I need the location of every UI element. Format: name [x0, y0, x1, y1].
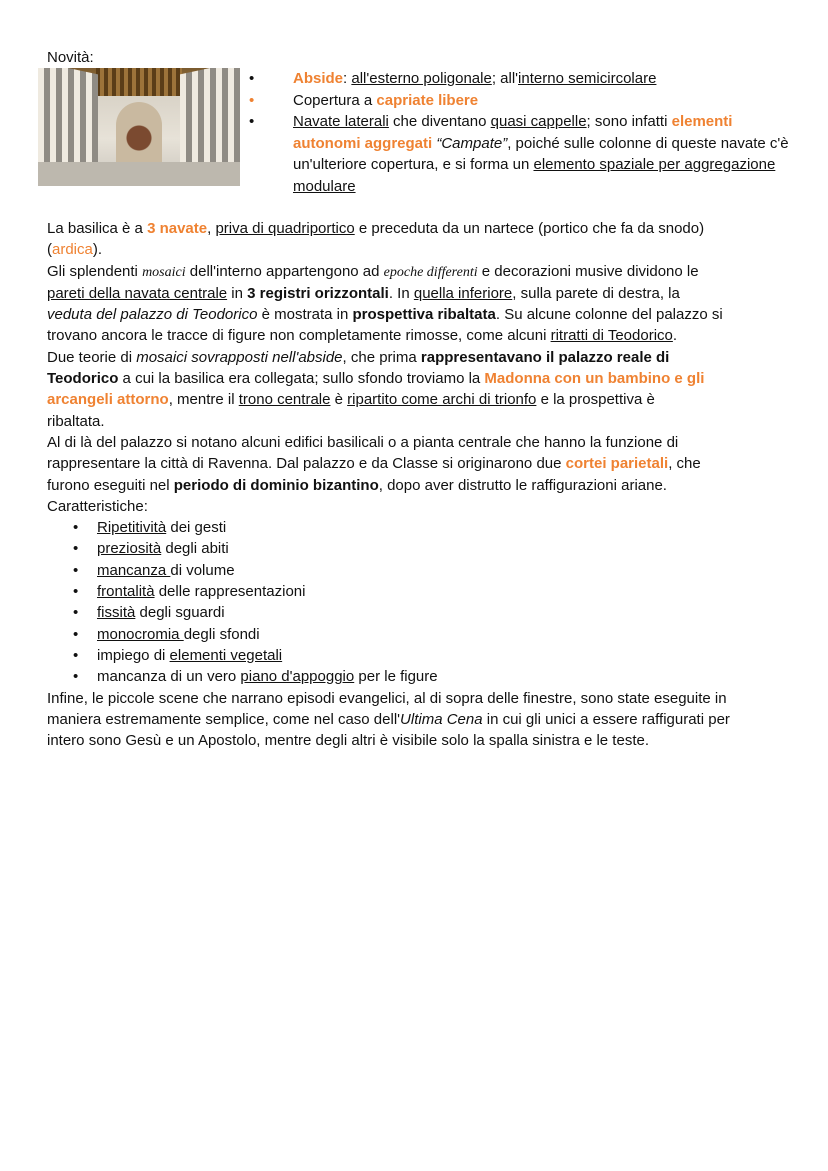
text-run: Al di là del palazzo si notano alcuni edifici basilicali o a pianta centrale che hanno la funzione di: [47, 433, 679, 451]
text-run: La basilica è a: [47, 220, 148, 237]
characteristic-item: [47, 517, 787, 538]
text-run: , che prima: [342, 348, 421, 366]
bullet-icon: •: [73, 646, 79, 664]
text-run: veduta del palazzo di Teodorico: [47, 306, 258, 324]
text-run: degli abiti: [161, 540, 229, 558]
characteristic-item: [47, 624, 787, 645]
text-run: (: [47, 241, 52, 259]
text-run: di volume: [170, 561, 235, 579]
text-run: ; sono infatti: [586, 113, 672, 130]
text-run: delle rappresentazioni: [154, 583, 306, 601]
highlighted-term: arcangeli attorno: [47, 391, 169, 409]
text-run: che diventano: [388, 113, 491, 130]
bullet-icon: •: [73, 583, 79, 601]
text-run: ,: [207, 220, 216, 237]
novita-item: [245, 68, 775, 90]
underlined-text: elemento spaziale per aggregazione: [533, 156, 776, 173]
text-run: .: [672, 327, 678, 345]
text-run: , mentre il: [168, 391, 239, 409]
text-run: epoche differenti: [383, 264, 478, 280]
bullet-icon: •: [73, 540, 79, 558]
text-run: in: [227, 284, 248, 302]
underlined-text: piano d'appoggio: [240, 668, 355, 686]
bullet-icon: •: [73, 519, 79, 537]
text-run: e preceduta da un nartece (portico che fa da snodo): [354, 220, 705, 237]
text-run: a cui la basilica era collegata; sullo sfondo troviamo la: [118, 370, 485, 388]
underlined-text: mancanza: [97, 561, 171, 579]
text-run: un'ulteriore copertura, e si forma un: [293, 156, 534, 173]
text-run: e decorazioni musive dividono le: [477, 262, 699, 280]
bullet-icon: •: [249, 91, 255, 109]
text-run: Copertura a: [293, 91, 377, 109]
bullet-icon: •: [73, 668, 79, 686]
text-run: degli sguardi: [135, 604, 225, 622]
bold-text: prospettiva ribaltata: [352, 306, 496, 324]
underlined-text: all'esterno poligonale: [351, 70, 492, 87]
highlighted-term: Madonna con un bambino e gli: [484, 370, 705, 388]
characteristic-item: [47, 666, 787, 687]
text-run: Infine, le piccole scene che narrano episodi evangelici, al di sopra delle finestre, sono state eseguite in: [47, 689, 727, 707]
underlined-text: quella inferiore: [413, 284, 513, 302]
text-run: è mostrata in: [257, 306, 353, 324]
underlined-text: elementi vegetali: [169, 646, 283, 664]
highlighted-term: capriate libere: [376, 91, 479, 109]
highlighted-term: ardica: [52, 241, 93, 259]
novita-item: [245, 90, 775, 112]
text-run: ).: [92, 241, 103, 259]
text-run: , sulla parete di destra, la: [512, 284, 680, 302]
underlined-text: frontalità: [97, 583, 155, 601]
text-run: . In: [388, 284, 414, 302]
bullet-icon: •: [73, 604, 79, 622]
highlighted-term: Abside: [293, 70, 344, 87]
text-run: degli sfondi: [183, 625, 260, 643]
text-run: , poiché sulle colonne di queste navate c'è: [507, 134, 789, 152]
text-run: . Su alcune colonne del palazzo si: [495, 306, 723, 324]
characteristic-item: [47, 538, 787, 559]
body-paragraph: [47, 218, 787, 517]
text-run: impiego di: [97, 646, 170, 664]
characteristic-item: [47, 560, 787, 581]
novita-list: [245, 68, 789, 197]
bullet-icon: •: [73, 561, 79, 579]
bold-text: periodo di dominio bizantino: [173, 476, 379, 494]
underlined-text: priva di quadriportico: [215, 220, 355, 237]
underlined-text: ripartito come archi di trionfo: [347, 391, 537, 409]
bullet-icon: •: [73, 625, 79, 643]
text-run: Gli splendenti: [47, 262, 143, 280]
text-run: Ultima Cena: [400, 710, 483, 728]
text-run: “Campate”: [436, 134, 508, 152]
text-run: , dopo aver distrutto le raffigurazioni ariane.: [378, 476, 667, 494]
bold-text: Teodorico: [47, 370, 119, 388]
document-body: [47, 218, 787, 751]
text-run: dell'interno appartengono ad: [185, 262, 384, 280]
novita-item: [245, 111, 789, 197]
underlined-text: pareti della navata centrale: [47, 284, 228, 302]
highlighted-term: elementi: [671, 113, 733, 130]
text-run: trovano ancora le tracce di figure non completamente rimosse, come alcuni: [47, 327, 551, 345]
highlighted-term: autonomi aggregati: [293, 134, 433, 152]
underlined-text: quasi cappelle: [490, 113, 587, 130]
text-run: furono eseguiti nel: [47, 476, 174, 494]
text-run: ; all': [491, 70, 519, 87]
highlighted-term: cortei parietali: [565, 455, 669, 473]
underlined-text: fissità: [97, 604, 136, 622]
underlined-text: Ripetitività: [97, 519, 167, 537]
text-run: intero sono Gesù e un Apostolo, mentre degli altri è visibile solo la spalla sinistra e le teste.: [47, 732, 649, 750]
text-run: e la prospettiva è: [536, 391, 655, 409]
bullet-icon: •: [249, 113, 255, 130]
underlined-text: Navate laterali: [293, 113, 389, 130]
text-run: maniera estremamente semplice, come nel caso dell': [47, 710, 401, 728]
closing-paragraph: [47, 688, 787, 752]
bullet-icon: •: [249, 70, 255, 87]
underlined-text: ritratti di Teodorico: [550, 327, 673, 345]
underlined-text: monocromia: [97, 625, 184, 643]
basilica-interior-photo: [38, 68, 240, 186]
text-run: rappresentare la città di Ravenna. Dal palazzo e da Classe si originarono due: [47, 455, 566, 473]
text-run: mosaici sovrapposti nell'abside: [136, 348, 343, 366]
bold-text: 3 registri orizzontali: [247, 284, 389, 302]
underlined-text: interno semicircolare: [518, 70, 657, 87]
text-run: , che: [668, 455, 701, 473]
text-run: dei gesti: [166, 519, 227, 537]
text-run: Caratteristiche:: [47, 497, 148, 515]
text-run: mancanza di un vero: [97, 668, 241, 686]
text-run: ribaltata.: [47, 412, 105, 430]
text-run: Due teorie di: [47, 348, 137, 366]
highlighted-term: 3 navate: [147, 220, 208, 237]
text-run: :: [343, 70, 352, 87]
underlined-text: preziosità: [97, 540, 162, 558]
underlined-text: modulare: [293, 177, 356, 195]
characteristic-item: [47, 602, 787, 623]
text-run: è: [330, 391, 348, 409]
text-run: in cui gli unici a essere raffigurati per: [482, 710, 730, 728]
underlined-text: trono centrale: [238, 391, 331, 409]
characteristic-item: [47, 581, 787, 602]
text-run: per le figure: [354, 668, 438, 686]
characteristic-item: [47, 645, 787, 666]
section-title: Novità:: [47, 49, 94, 66]
bold-text: rappresentavano il palazzo reale di: [420, 348, 670, 366]
characteristics-list: [47, 517, 787, 687]
text-run: mosaici: [142, 264, 186, 280]
